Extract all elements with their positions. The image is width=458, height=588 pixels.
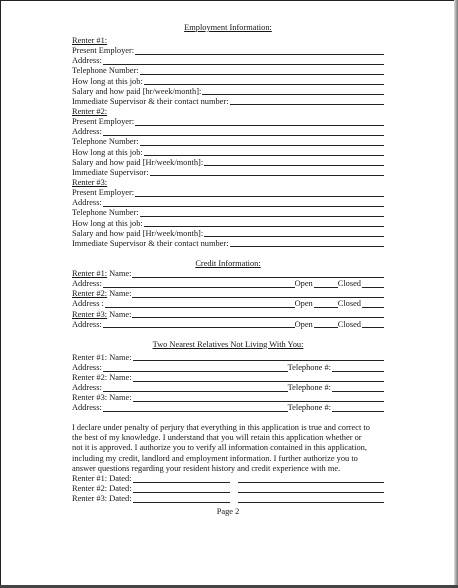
r3-supervisor-field[interactable] [230,246,384,247]
credit-r1-open-field[interactable] [314,287,338,288]
credit-title: Credit Information: [195,258,261,268]
r1-salary-field[interactable] [202,94,384,95]
sig-r1-signature-field[interactable] [238,482,384,483]
r1-supervisor-field[interactable] [230,104,384,105]
credit-r2-name-label: Name: [109,289,132,299]
credit-r2-name-field[interactable] [132,297,384,298]
application-form [72,22,384,517]
r2-telephone-label: Telephone Number: [72,137,139,147]
spacer [72,330,384,339]
r2-supervisor-label: Immediate Supervisor: [72,167,149,177]
declaration-text: I declare under penalty of perjury that everything in this application is true and correct to the best of my knowledge. I understand that you will retain this application whether or not it is approved. I authorize you to verify all information contained in this application, including my credit, landlord and employment information. I further authorize you to answer questions regarding your resident history and credit experience with me. [72,422,370,473]
rel-r2-telephone-field[interactable] [332,391,384,392]
credit-r2-renter: Renter #2: [72,289,108,299]
credit-r1-renter: Renter #1: [72,268,108,278]
r3-address-label: Address: [72,198,102,208]
sig-r2-date-field[interactable] [133,492,230,493]
r2-address-label: Address: [72,127,102,137]
r2-salary-label: Salary and how paid [Hr/week/month]: [72,157,204,167]
rel-r3-address-field[interactable] [103,411,288,412]
sig-r2-signature-field[interactable] [238,492,384,493]
credit-r1-address-label: Address: [72,279,102,289]
credit-r2-open-field[interactable] [314,307,338,308]
spacer [72,249,384,258]
r1-howlong-field[interactable] [144,84,384,85]
r2-howlong-label: How long at this job: [72,147,143,157]
credit-r1-closed-label: Closed [337,279,361,289]
rel-r1-address-label: Address: [72,362,102,372]
credit-r3-name-field[interactable] [132,317,384,318]
r3-employer-label: Present Employer: [72,188,135,198]
credit-r1-name-field[interactable] [132,277,384,278]
credit-r3-closed-field[interactable] [362,327,384,328]
r3-salary-label: Salary and how paid [Hr/week/month]: [72,228,204,238]
credit-r2-address-field[interactable] [105,307,295,308]
signature-block [72,474,384,504]
rel-r1-name-field[interactable] [133,360,384,361]
credit-r3-address-field[interactable] [103,327,295,328]
r3-address-field[interactable] [103,206,384,207]
rel-r2-address-label: Address: [72,383,102,393]
employment-title: Employment Information: [184,23,272,32]
rel-r1-telephone-field[interactable] [332,371,384,372]
relatives-title: Two Nearest Relatives Not Living With You: [152,339,304,349]
r3-employer-field[interactable] [135,196,384,197]
r3-howlong-label: How long at this job: [72,218,143,228]
credit-r3-closed-label: Closed [337,319,361,329]
credit-r1-open-label: Open [294,279,313,289]
rel-r2-name-label: Renter #2: Name: [72,373,132,383]
r1-employer-field[interactable] [135,54,384,55]
rel-r3-address-label: Address: [72,403,102,413]
r1-address-label: Address: [72,56,102,66]
credit-r3-address-label: Address: [72,319,102,329]
credit-r1-name-label: Name: [109,268,132,278]
rel-r1-address-field[interactable] [103,371,288,372]
rel-r3-name-field[interactable] [133,401,384,402]
r3-telephone-label: Telephone Number: [72,208,139,218]
sig-r2-label: Renter #2: Dated: [72,484,132,494]
credit-r3-open-field[interactable] [314,327,338,328]
sig-r1-date-field[interactable] [133,482,230,483]
rel-r2-name-field[interactable] [133,381,384,382]
credit-r2-open-label: Open [294,299,313,309]
spacer [72,414,384,423]
credit-r1-address-field[interactable] [103,287,295,288]
r1-howlong-label: How long at this job: [72,76,143,86]
r2-telephone-field[interactable] [140,145,384,146]
r1-address-field[interactable] [103,64,384,65]
credit-r3-open-label: Open [294,319,313,329]
rel-r3-telephone-label: Telephone #: [287,403,331,413]
credit-r2-closed-field[interactable] [362,307,384,308]
renter3-heading: Renter #3: [72,177,108,187]
credit-r3-renter: Renter #3: [72,309,108,319]
rel-r1-telephone-label: Telephone #: [287,362,331,372]
r2-employer-field[interactable] [135,125,384,126]
rel-r3-telephone-field[interactable] [332,411,384,412]
renter2-heading: Renter #2: [72,106,108,116]
r1-employer-label: Present Employer: [72,46,135,56]
r3-salary-field[interactable] [204,236,384,237]
sig-r3-date-field[interactable] [133,502,230,503]
credit-r3-name-label: Name: [109,309,132,319]
scan-edge [454,0,458,588]
r2-howlong-field[interactable] [144,155,384,156]
r3-supervisor-label: Immediate Supervisor & their contact number: [72,238,229,248]
rel-r2-address-field[interactable] [103,391,288,392]
sig-r1-label: Renter #1: Dated: [72,474,132,484]
r2-address-field[interactable] [103,135,384,136]
r3-howlong-field[interactable] [144,226,384,227]
r2-salary-field[interactable] [204,165,384,166]
rel-r1-name-label: Renter #1: Name: [72,352,132,362]
rel-r2-telephone-label: Telephone #: [287,383,331,393]
credit-r2-address-label: Address : [72,299,104,309]
credit-r2-closed-label: Closed [337,299,361,309]
r3-telephone-field[interactable] [140,216,384,217]
sig-r3-signature-field[interactable] [238,502,384,503]
renter1-heading: Renter #1: [72,35,108,45]
r2-supervisor-field[interactable] [150,175,384,176]
sig-r3-label: Renter #3: Dated: [72,494,132,504]
r1-salary-label: Salary and how paid [hr/week/month]: [72,86,202,96]
page-number: Page 2 [216,506,240,516]
r1-telephone-field[interactable] [140,74,384,75]
r2-employer-label: Present Employer: [72,117,135,127]
r1-supervisor-label: Immediate Supervisor & their contact number: [72,96,229,106]
rel-r3-name-label: Renter #3: Name: [72,393,132,403]
r1-telephone-label: Telephone Number: [72,66,139,76]
credit-r1-closed-field[interactable] [362,287,384,288]
